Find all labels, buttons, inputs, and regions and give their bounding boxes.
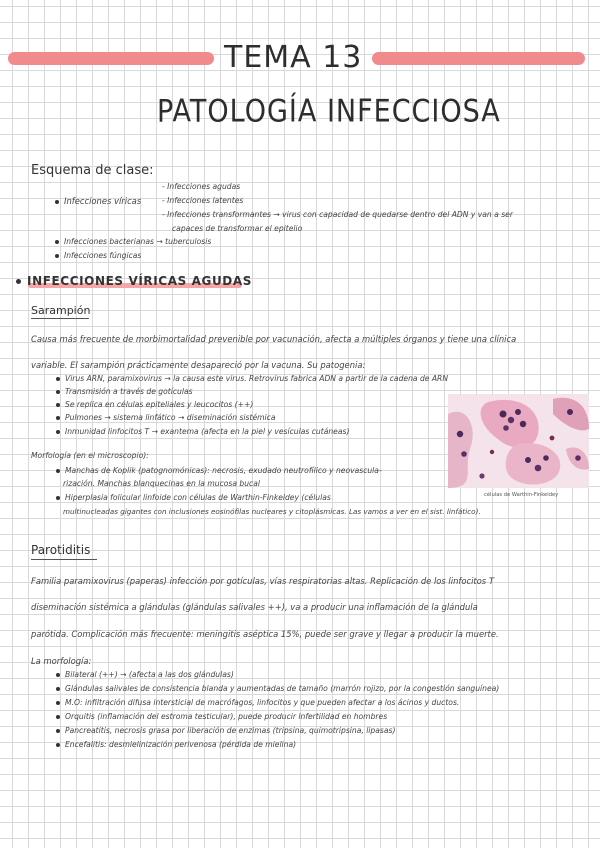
parotiditis-morf-1: Bilateral (++) → (afecta a las dos glándulas) xyxy=(56,670,234,679)
page-subtitle: PATOLOGÍA INFECCIOSA xyxy=(157,93,501,130)
bullet-icon xyxy=(56,403,60,407)
parotiditis-morf-3: M.O: infiltración difusa intersticial de macrófagos, linfocitos y que pueden afectar a los ácinos y ductos. xyxy=(56,698,459,707)
parotiditis-morf-6: Encefalitis: desmielinización perivenosa (pérdida de mielina) xyxy=(56,740,296,749)
bullet-icon xyxy=(55,200,59,204)
section-heading: INFECCIONES VÍRICAS AGUDAS xyxy=(16,274,252,288)
schema-viral-label: Infecciones víricas xyxy=(64,196,142,206)
patogenia-item-1: Virus ARN, paramixovirus → la causa este virus. Retrovirus fabrica ADN a partir de la cadena de ARN xyxy=(56,374,448,383)
parotiditis-line-1: Familia paramixovirus (paperas) infección por gotículas, vías respiratorias altas. Replicación de los linfocitos T xyxy=(31,576,494,586)
bullet-icon xyxy=(55,240,59,244)
schema-label: Esquema de clase: xyxy=(31,163,154,178)
schema-viral-type-3b: capaces de transformar el epitelio xyxy=(172,224,303,233)
bullet-icon xyxy=(55,254,59,258)
schema-other-item-1: Infecciones bacterianas → tuberculosis xyxy=(55,237,211,246)
sarampion-intro-1: Causa más frecuente de morbimortalidad prevenible por vacunación, afecta a múltiples órganos y tiene una clínica xyxy=(31,334,517,344)
sarampion-morf-2: Hiperplasia folicular linfoide con células de Warthin-Finkeldey (células xyxy=(56,493,331,502)
bullet-icon xyxy=(56,715,60,719)
parotiditis-morfologia-label: La morfología: xyxy=(31,656,92,666)
patogenia-item-4: Pulmones → sistema linfático → diseminación sistémica xyxy=(56,413,275,422)
title-highlight-right xyxy=(372,52,585,65)
schema-viral-item xyxy=(55,196,141,206)
parotiditis-title: Parotiditis xyxy=(31,543,91,557)
bullet-icon xyxy=(56,416,60,420)
schema-viral-type-1: - Infecciones agudas xyxy=(162,182,241,191)
parotiditis-line-2: diseminación sistémica a glándulas (glándulas salivales ++), va a producir una inflamación de la glándula xyxy=(31,602,478,612)
schema-viral-type-3: - Infecciones transformantes → virus con capacidad de quedarse dentro del ADN y van a ser xyxy=(162,210,513,219)
schema-other-item-2: Infecciones fúngicas xyxy=(55,251,141,260)
micrograph-caption: células de Warthin-Finkeldey xyxy=(484,492,559,498)
bullet-icon xyxy=(56,729,60,733)
bullet-icon xyxy=(56,390,60,394)
page-title: TEMA 13 xyxy=(224,40,363,75)
patogenia-item-3: Se replica en células epiteliales y leucocitos (++) xyxy=(56,400,253,409)
parotiditis-title-underline xyxy=(31,559,97,560)
title-highlight-left xyxy=(8,52,214,65)
micrograph-image xyxy=(448,394,589,488)
bullet-icon xyxy=(16,279,21,284)
parotiditis-morf-4: Orquitis (inflamación del estroma testicular), puede producir infertilidad en hombres xyxy=(56,712,387,721)
sarampion-morf-1b: rización. Manchas blanquecinas en la mucosa bucal xyxy=(63,479,260,488)
patogenia-item-2: Transmisión a través de gotículas xyxy=(56,387,193,396)
micrograph-svg xyxy=(448,394,589,488)
bullet-icon xyxy=(56,701,60,705)
bullet-icon xyxy=(56,743,60,747)
sarampion-title-underline xyxy=(31,318,89,319)
bullet-icon xyxy=(56,496,60,500)
sarampion-morfologia-label: Morfología (en el microscopio): xyxy=(31,451,149,460)
bullet-icon xyxy=(56,430,60,434)
bullet-icon xyxy=(56,469,60,473)
sarampion-intro-2: variable. El sarampión prácticamente desapareció por la vacuna. Su patogenia: xyxy=(31,360,366,370)
patogenia-item-5: Inmunidad linfocitos T → exantema (afecta en la piel y vesículas cutáneas) xyxy=(56,427,349,436)
bullet-icon xyxy=(56,673,60,677)
sarampion-title: Sarampión xyxy=(31,304,91,317)
bullet-icon xyxy=(56,377,60,381)
sarampion-morf-1: Manchas de Koplik (patognomónicas): necrosis, exudado neutrofílico y neovascula- xyxy=(56,466,382,475)
schema-viral-type-2: - Infecciones latentes xyxy=(162,196,244,205)
parotiditis-morf-5: Pancreatitis, necrosis grasa por liberación de enzimas (tripsina, quimotripsina, lipasas) xyxy=(56,726,395,735)
parotiditis-line-3: parótida. Complicación más frecuente: meningitis aséptica 15%, puede ser grave y llegar a producir la muerte. xyxy=(31,629,499,639)
sarampion-morf-2b: multinucleadas gigantes con inclusiones eosinófilas nucleares y citoplásmicas. Las vamos a ver en el sist. linfático). xyxy=(63,507,481,516)
parotiditis-morf-2: Glándulas salivales de consistencia blanda y aumentadas de tamaño (marrón rojizo, por la congestión sanguínea) xyxy=(56,684,499,693)
bullet-icon xyxy=(56,687,60,691)
